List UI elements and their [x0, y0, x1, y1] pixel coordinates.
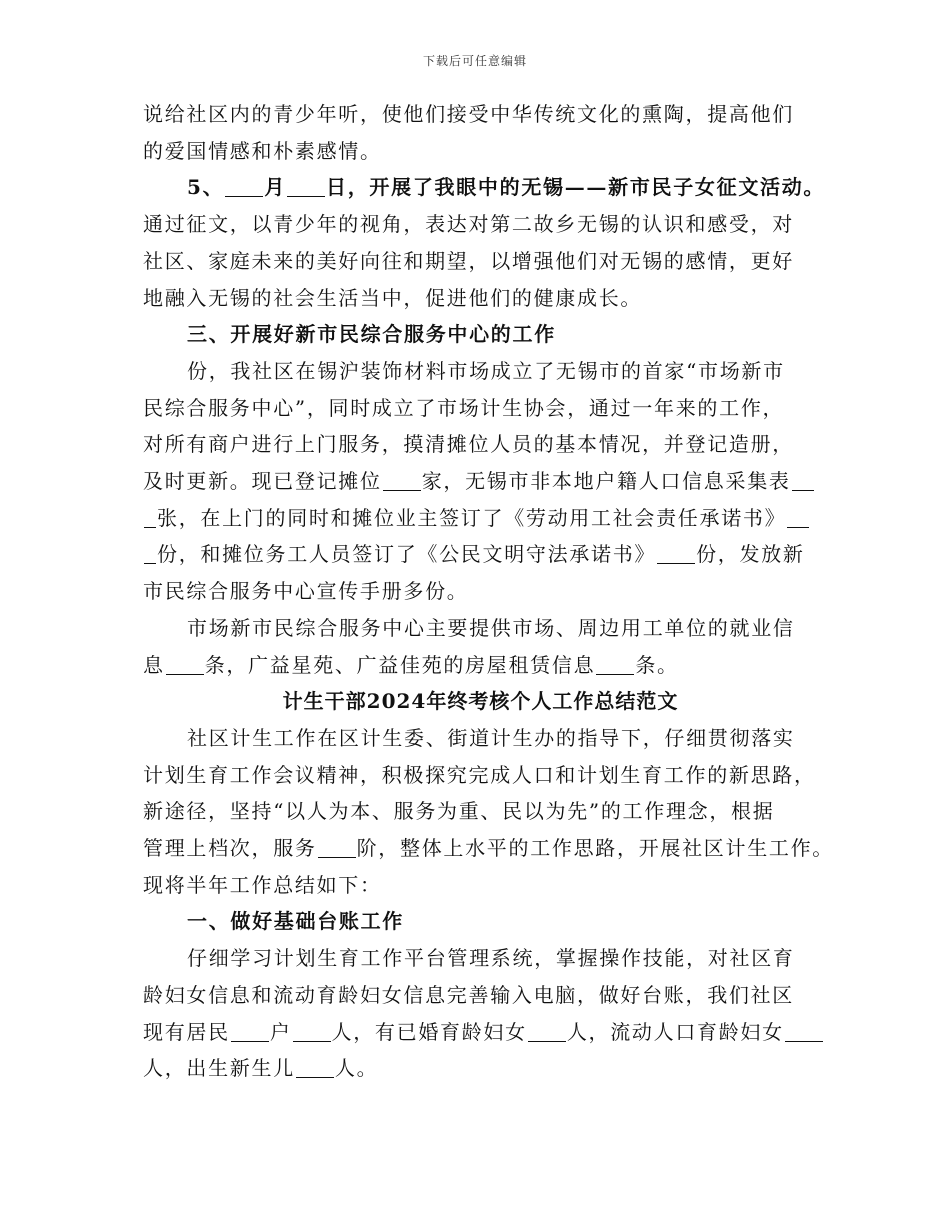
- paragraph-line: 的爱国情感和朴素感情。: [143, 138, 382, 163]
- blank-underline: [144, 507, 156, 528]
- blank-underline: [166, 654, 204, 675]
- paragraph-line: 对所有商户进行上门服务，摸清摊位人员的基本情况，并登记造册，: [143, 432, 794, 457]
- section-heading: 三、开展好新市民综合服务中心的工作: [187, 322, 556, 347]
- page-header: 下载后可任意编辑: [422, 54, 527, 68]
- blank-underline: [787, 507, 809, 528]
- paragraph-line: 地融入无锡的社会生活当中，促进他们的健康成长。: [143, 285, 643, 310]
- blank-underline: [293, 1021, 331, 1042]
- blank-underline: [287, 176, 325, 197]
- paragraph-line: 通过征文，以青少年的视角，表达对第二故乡无锡的认识和感受，对: [143, 212, 794, 237]
- blank-underline: [144, 543, 156, 564]
- blank-underline: [528, 1021, 566, 1042]
- paragraph-line: 张，在上门的同时和摊位业主签订了《劳动用工社会责任承诺书》: [143, 500, 818, 537]
- paragraph-line: 份，我社区在锡沪装饰材料市场成立了无锡市的首家“市场新市: [187, 358, 785, 383]
- blank-underline: [792, 470, 814, 491]
- paragraph-line: 市场新市民综合服务中心主要提供市场、周边用工单位的就业信: [187, 615, 795, 640]
- paragraph-line: 仔细学习计划生育工作平台管理系统，掌握操作技能，对社区育: [187, 946, 795, 971]
- blank-underline: [296, 1057, 334, 1078]
- paragraph-line: 新途径，坚持“以人为本、服务为重、民以为先”的工作理念，根据: [143, 799, 775, 824]
- document-title: 计生干部2024年终考核个人工作总结范文: [282, 689, 679, 714]
- section-heading: 一、做好基础台账工作: [187, 909, 404, 934]
- blank-underline: [225, 176, 263, 197]
- item-heading: 5、 月 日，开展了我眼中的无锡——新市民子女征文活动。: [187, 175, 826, 200]
- blank-underline: [596, 654, 634, 675]
- blank-underline: [231, 1021, 269, 1042]
- paragraph-line: 及时更新。现已登记摊位 家，无锡市非本地户籍人口信息采集表: [143, 463, 818, 500]
- paragraph-line: 社区计生工作在区计生委、街道计生办的指导下，仔细贯彻落实: [187, 725, 795, 750]
- paragraph-line: 龄妇女信息和流动育龄妇女信息完善输入电脑，做好台账，我们社区: [143, 982, 794, 1007]
- paragraph-line: 人，出生新生儿 人。: [143, 1056, 379, 1081]
- blank-underline: [657, 543, 695, 564]
- paragraph-line: 现有居民 户 人，有已婚育龄妇女 人，流动人口育龄妇女: [143, 1014, 818, 1051]
- blank-underline: [383, 470, 421, 491]
- paragraph-line: 说给社区内的青少年听，使他们接受中华传统文化的熏陶，提高他们: [143, 102, 794, 126]
- paragraph-line: 息 条，广益星苑、广益佳苑的房屋租赁信息 条。: [143, 652, 679, 677]
- paragraph-line: 管理上档次，服务 阶，整体上水平的工作思路，开展社区计生工作。: [143, 836, 835, 861]
- blank-underline: [785, 1021, 823, 1042]
- paragraph-line: 社区、家庭未来的美好向往和期望，以增强他们对无锡的感情，更好: [143, 248, 794, 273]
- paragraph-line: 份，和摊位务工人员签订了《公民文明守法承诺书》 份，发放新: [143, 536, 818, 573]
- paragraph-line: 市民综合服务中心宣传手册多份。: [143, 579, 469, 604]
- paragraph-line: 民综合服务中心”，同时成立了市场计生协会，通过一年来的工作，: [143, 395, 785, 420]
- blank-underline: [318, 837, 356, 858]
- paragraph-line: 计划生育工作会议精神，积极探究完成人口和计划生育工作的新思路，: [143, 762, 816, 787]
- document-body: [143, 96, 835, 1087]
- paragraph-line: 现将半年工作总结如下：: [143, 872, 382, 897]
